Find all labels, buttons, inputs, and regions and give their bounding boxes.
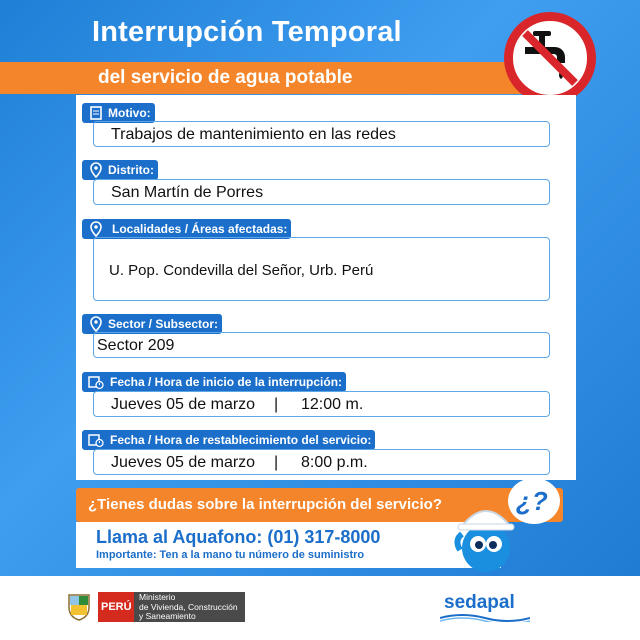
distrito-value: San Martín de Porres bbox=[111, 184, 264, 201]
motivo-field bbox=[93, 121, 550, 147]
ministry-line3: y Saneamiento bbox=[139, 611, 196, 621]
sector-field bbox=[93, 332, 550, 358]
help-bubble-text: ¿? bbox=[516, 486, 548, 516]
restablecimiento-time: 8:00 p.m. bbox=[301, 454, 368, 471]
page-title: Interrupción Temporal bbox=[92, 16, 402, 48]
call-box bbox=[76, 522, 501, 568]
question-text: ¿Tienes dudas sobre la interrupción del servicio? bbox=[88, 496, 442, 513]
page-subtitle: del servicio de agua potable bbox=[98, 67, 353, 88]
localidades-label bbox=[82, 219, 291, 239]
subtitle-bar bbox=[0, 62, 560, 94]
distrito-label bbox=[82, 160, 158, 180]
distrito-field bbox=[93, 179, 550, 205]
restablecimiento-label-text: Fecha / Hora de restablecimiento del servicio: bbox=[110, 433, 372, 447]
sector-label-text: Sector / Subsector: bbox=[108, 317, 219, 331]
restablecimiento-label bbox=[82, 430, 375, 450]
inicio-field bbox=[93, 391, 550, 417]
sedapal-wave-icon bbox=[440, 614, 530, 622]
footer bbox=[0, 576, 640, 640]
inicio-date: Jueves 05 de marzo bbox=[111, 396, 256, 413]
inicio-label bbox=[82, 372, 346, 392]
restablecimiento-date: Jueves 05 de marzo bbox=[111, 454, 256, 471]
sector-label bbox=[82, 314, 222, 334]
localidades-field bbox=[93, 237, 550, 301]
inicio-label-text: Fecha / Hora de inicio de la interrupción: bbox=[110, 375, 343, 389]
location-pin-icon bbox=[88, 162, 104, 178]
peru-badge: PERÚ bbox=[98, 592, 134, 622]
inicio-time: 12:00 m. bbox=[301, 396, 364, 413]
calendar-clock-icon bbox=[88, 374, 104, 390]
restablecimiento-separator: | bbox=[274, 454, 279, 471]
important-note: Importante: Ten a la mano tu número de suministro bbox=[96, 549, 365, 561]
motivo-value: Trabajos de mantenimiento en las redes bbox=[111, 126, 396, 143]
localidades-value: U. Pop. Condevilla del Señor, Urb. Perú bbox=[109, 262, 374, 279]
inicio-separator: | bbox=[274, 396, 279, 413]
sector-value: Sector 209 bbox=[97, 337, 175, 354]
calendar-clock-icon bbox=[88, 432, 104, 448]
localidades-label-text: Localidades / Áreas afectadas: bbox=[112, 222, 288, 236]
sedapal-logo[interactable]: sedapal bbox=[444, 592, 515, 613]
restablecimiento-field bbox=[93, 449, 550, 475]
peru-shield-icon bbox=[66, 592, 92, 622]
ministry-line2: de Vivienda, Construcción bbox=[139, 601, 238, 612]
location-pin-icon bbox=[88, 316, 104, 332]
location-pin-icon bbox=[88, 221, 104, 237]
aquafono-phone[interactable]: Llama al Aquafono: (01) 317-8000 bbox=[96, 527, 381, 547]
distrito-label-text: Distrito: bbox=[108, 163, 154, 177]
ministry-line1: Ministerio bbox=[139, 592, 176, 602]
ministry-badge bbox=[134, 592, 245, 622]
motivo-label-text: Motivo: bbox=[108, 106, 151, 120]
motivo-label bbox=[82, 103, 155, 123]
help-icon bbox=[508, 478, 560, 524]
clipboard-icon bbox=[88, 105, 104, 121]
no-water-icon bbox=[504, 12, 596, 104]
